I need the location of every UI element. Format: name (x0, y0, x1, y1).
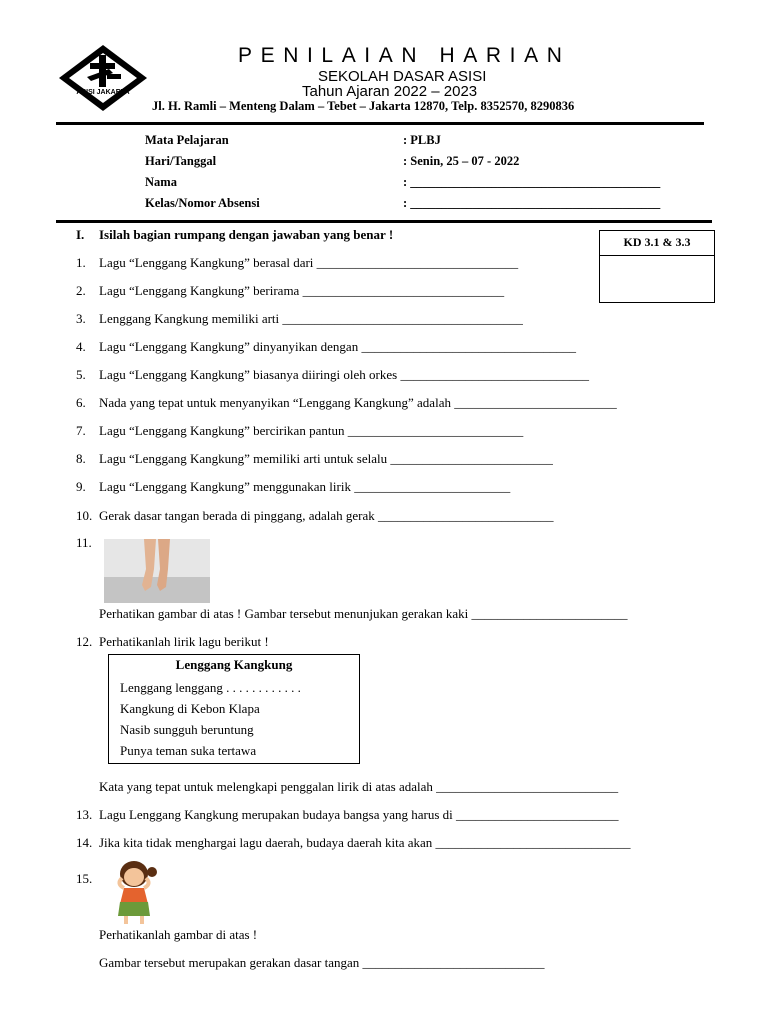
school-name: SEKOLAH DASAR ASISI (318, 68, 487, 85)
dancing-girl-image (100, 858, 170, 926)
question-text: Kata yang tepat untuk melengkapi penggalan lirik di atas adalah ____________________________ (99, 779, 619, 794)
question-number: 6. (76, 395, 86, 410)
info-label-subject: Mata Pelajaran (145, 133, 229, 147)
question-number: 11. (76, 535, 92, 550)
question-number: 4. (76, 339, 86, 354)
section-instruction: Isilah bagian rumpang dengan jawaban yang benar ! (99, 227, 394, 242)
school-logo (57, 43, 149, 113)
info-label-name: Nama (145, 175, 177, 189)
lyric-line: Nasib sungguh beruntung (120, 722, 254, 737)
kd-label: KD 3.1 & 3.3 (600, 231, 714, 256)
lyric-line: Lenggang lenggang . . . . . . . . . . . . (120, 680, 301, 695)
school-year: Tahun Ajaran 2022 – 2023 (302, 83, 478, 100)
info-label-date: Hari/Tanggal (145, 154, 217, 168)
question-number: 5. (76, 367, 86, 382)
question-text: Lagu “Lenggang Kangkung” memiliki arti untuk selalu _________________________ (99, 451, 553, 466)
info-value-subject: : PLBJ (403, 133, 441, 147)
section-number: I. (76, 227, 85, 242)
question-number: 10. (76, 508, 93, 523)
info-value-date: : Senin, 25 – 07 - 2022 (403, 154, 520, 168)
lyrics-box (108, 654, 360, 764)
question-text: Jika kita tidak menghargai lagu daerah, budaya daerah kita akan ______________________________ (99, 835, 631, 850)
question-text: Lagu “Lenggang Kangkung” biasanya diiringi oleh orkes _____________________________ (99, 367, 589, 382)
info-divider (56, 220, 712, 223)
question-text: Gambar tersebut merupakan gerakan dasar tangan ____________________________ (99, 955, 545, 970)
question-number: 12. (76, 634, 93, 649)
question-number: 7. (76, 423, 86, 438)
kd-score-box (599, 230, 715, 303)
question-text: Perhatikan gambar di atas ! Gambar tersebut menunjukan gerakan kaki ________________________ (99, 606, 628, 621)
question-number: 9. (76, 479, 86, 494)
question-text: Gerak dasar tangan berada di pinggang, adalah gerak ___________________________ (99, 508, 554, 523)
question-text: Lagu “Lenggang Kangkung” dinyanyikan dengan _________________________________ (99, 339, 576, 354)
question-text: Lagu “Lenggang Kangkung” menggunakan lirik ________________________ (99, 479, 511, 494)
question-number: 3. (76, 311, 86, 326)
header-divider (56, 122, 704, 125)
question-text: Lagu “Lenggang Kangkung” bercirikan pantun ___________________________ (99, 423, 524, 438)
question-text: Lenggang Kangkung memiliki arti _____________________________________ (99, 311, 523, 326)
question-number: 14. (76, 835, 93, 850)
school-address: Jl. H. Ramli – Menteng Dalam – Tebet – Jakarta 12870, Telp. 8352570, 8290836 (152, 99, 575, 113)
question-text: Lagu “Lenggang Kangkung” berasal dari _______________________________ (99, 255, 519, 270)
question-text: Perhatikanlah gambar di atas ! (99, 927, 258, 942)
tiptoe-feet-image (104, 539, 210, 603)
question-number: 8. (76, 451, 86, 466)
question-number: 2. (76, 283, 86, 298)
question-number: 1. (76, 255, 86, 270)
page-title: PENILAIAN HARIAN (238, 44, 571, 67)
question-text: Nada yang tepat untuk menyanyikan “Lenggang Kangkung” adalah _________________________ (99, 395, 617, 410)
lyric-line: Kangkung di Kebon Klapa (120, 701, 260, 716)
info-label-class: Kelas/Nomor Absensi (145, 196, 260, 210)
question-number: 15. (76, 871, 93, 886)
question-text: Perhatikanlah lirik lagu berikut ! (99, 634, 269, 649)
question-text: Lagu Lenggang Kangkung merupakan budaya bangsa yang harus di _________________________ (99, 807, 619, 822)
lyrics-title: Lenggang Kangkung (175, 657, 293, 672)
lyric-line: Punya teman suka tertawa (120, 743, 257, 758)
question-text: Lagu “Lenggang Kangkung” berirama _______________________________ (99, 283, 505, 298)
info-value-class: : ________________________________________ (403, 196, 661, 210)
logo-text: ASISI JAKARTA (76, 89, 130, 96)
info-value-name: : ________________________________________ (403, 175, 661, 189)
question-number: 13. (76, 807, 93, 822)
